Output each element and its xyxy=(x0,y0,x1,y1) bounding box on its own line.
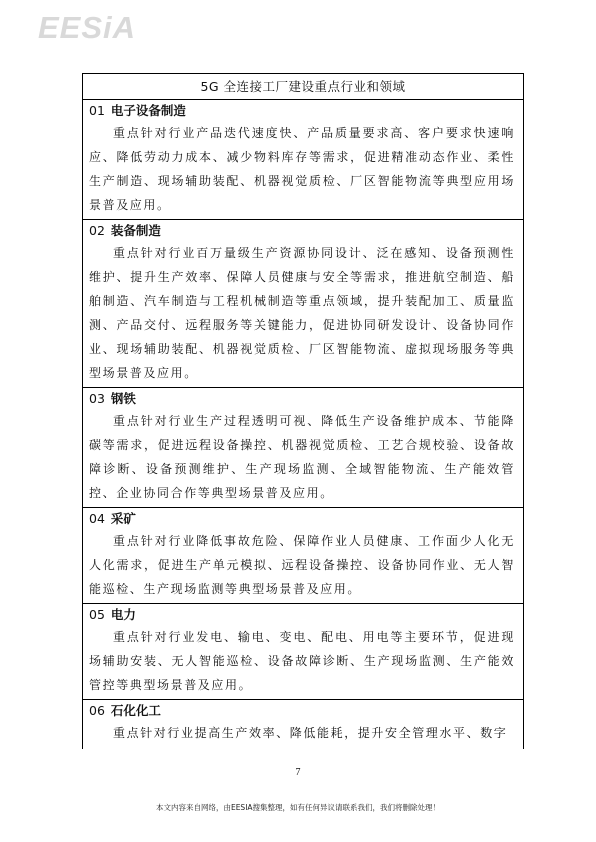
section-heading xyxy=(89,220,515,241)
section-body: 重点针对行业生产过程透明可视、降低生产设备维护成本、节能降碳等需求，促进远程设备操控、机器视觉质检、工艺合规校验、设备故障诊断、设备预测维护、生产现场监测、全域智能物流、生产能效管控、企业协同合作等典型场景普及应用。 xyxy=(89,414,515,500)
section-title: 采矿 xyxy=(110,511,136,526)
section-number: 06 xyxy=(89,703,105,718)
section-heading xyxy=(89,388,515,409)
section-body: 重点针对行业降低事故危险、保障作业人员健康、工作面少人化无人化需求，促进生产单元模拟、远程设备操控、设备协同作业、无人智能巡检、生产现场监测等典型场景普及应用。 xyxy=(89,534,515,596)
section-heading xyxy=(89,604,515,625)
section-electronics xyxy=(83,100,523,220)
section-title: 石化化工 xyxy=(110,703,161,718)
section-title: 钢铁 xyxy=(110,391,136,406)
industry-table xyxy=(82,73,524,749)
table-title: 5G 全连接工厂建设重点行业和领域 xyxy=(83,74,523,100)
section-petrochemical xyxy=(83,700,523,747)
section-number: 04 xyxy=(89,511,105,526)
section-equipment xyxy=(83,220,523,388)
section-body: 重点针对行业发电、输电、变电、配电、用电等主要环节，促进现场辅助安装、无人智能巡检、设备故障诊断、生产现场监测、生产能效管控等典型场景普及应用。 xyxy=(89,630,515,692)
section-number: 02 xyxy=(89,223,105,238)
section-title: 装备制造 xyxy=(110,223,161,238)
footer-notice: 本文内容来自网络，由EESIA搜集整理，如有任何异议请联系我们，我们将删除处理！ xyxy=(155,803,441,812)
section-heading xyxy=(89,100,515,121)
section-mining xyxy=(83,508,523,604)
section-heading xyxy=(89,700,515,721)
section-body: 重点针对行业提高生产效率、降低能耗，提升安全管理水平、数字 xyxy=(113,726,508,740)
section-number: 05 xyxy=(89,607,105,622)
section-title: 电子设备制造 xyxy=(110,103,186,118)
section-title: 电力 xyxy=(110,607,136,622)
section-heading xyxy=(89,508,515,529)
section-number: 03 xyxy=(89,391,105,406)
page-number: 7 xyxy=(295,767,301,778)
section-power xyxy=(83,604,523,700)
eesia-logo: EESiA xyxy=(38,10,137,45)
section-body: 重点针对行业产品迭代速度快、产品质量要求高、客户要求快速响应、降低劳动力成本、减少物料库存等需求，促进精准动态作业、柔性生产制造、现场辅助装配、机器视觉质检、厂区智能物流等典型应用场景普及应用。 xyxy=(89,126,515,212)
section-number: 01 xyxy=(89,103,105,118)
section-body: 重点针对行业百万量级生产资源协同设计、泛在感知、设备预测性维护、提升生产效率、保障人员健康与安全等需求，推进航空制造、船舶制造、汽车制造与工程机械制造等重点领域，提升装配加工、质量监测、产品交付、远程服务等关键能力，促进协同研发设计、设备协同作业、现场辅助装配、机器视觉质检、厂区智能物流、虚拟现场服务等典型场景普及应用。 xyxy=(89,246,515,380)
section-steel xyxy=(83,388,523,508)
